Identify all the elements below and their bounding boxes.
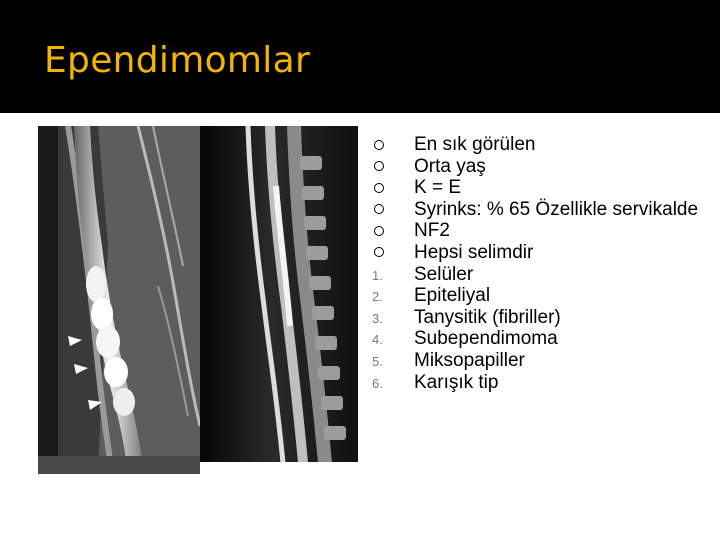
list-item: NF2 [372,220,702,242]
slide-title: Ependimomlar [44,40,311,81]
circle-bullet-icon [374,183,384,193]
circle-bullet-icon [374,226,384,236]
title-bar [0,0,720,113]
list-item: Syrinks: % 65 Özellikle servikalde [372,199,702,221]
numbered-item: 4. Subependimoma [372,328,558,350]
numbered-item: 3. Tanysitik (fibriller) [372,306,561,328]
list-item: Orta yaş [372,156,702,178]
circle-bullet-icon [374,204,384,214]
circle-bullet-icon [374,140,384,150]
numbered-item: 2. Epiteliyal [372,285,491,307]
circle-bullet-icon [374,247,384,257]
numbered-item: 6. Karışık tip [372,371,499,393]
left-mri-panel [38,126,200,474]
mri-image [38,126,358,474]
numbered-item: 1. Selüler [372,263,474,285]
right-mri-panel [200,126,358,474]
list-item: Hepsi selimdir [372,242,702,264]
circle-bullet-icon [374,161,384,171]
list-item: K = E [372,177,702,199]
bullet-list [372,134,702,393]
numbered-item: 5. Miksopapiller [372,349,525,371]
list-item: En sık görülen [372,134,702,156]
